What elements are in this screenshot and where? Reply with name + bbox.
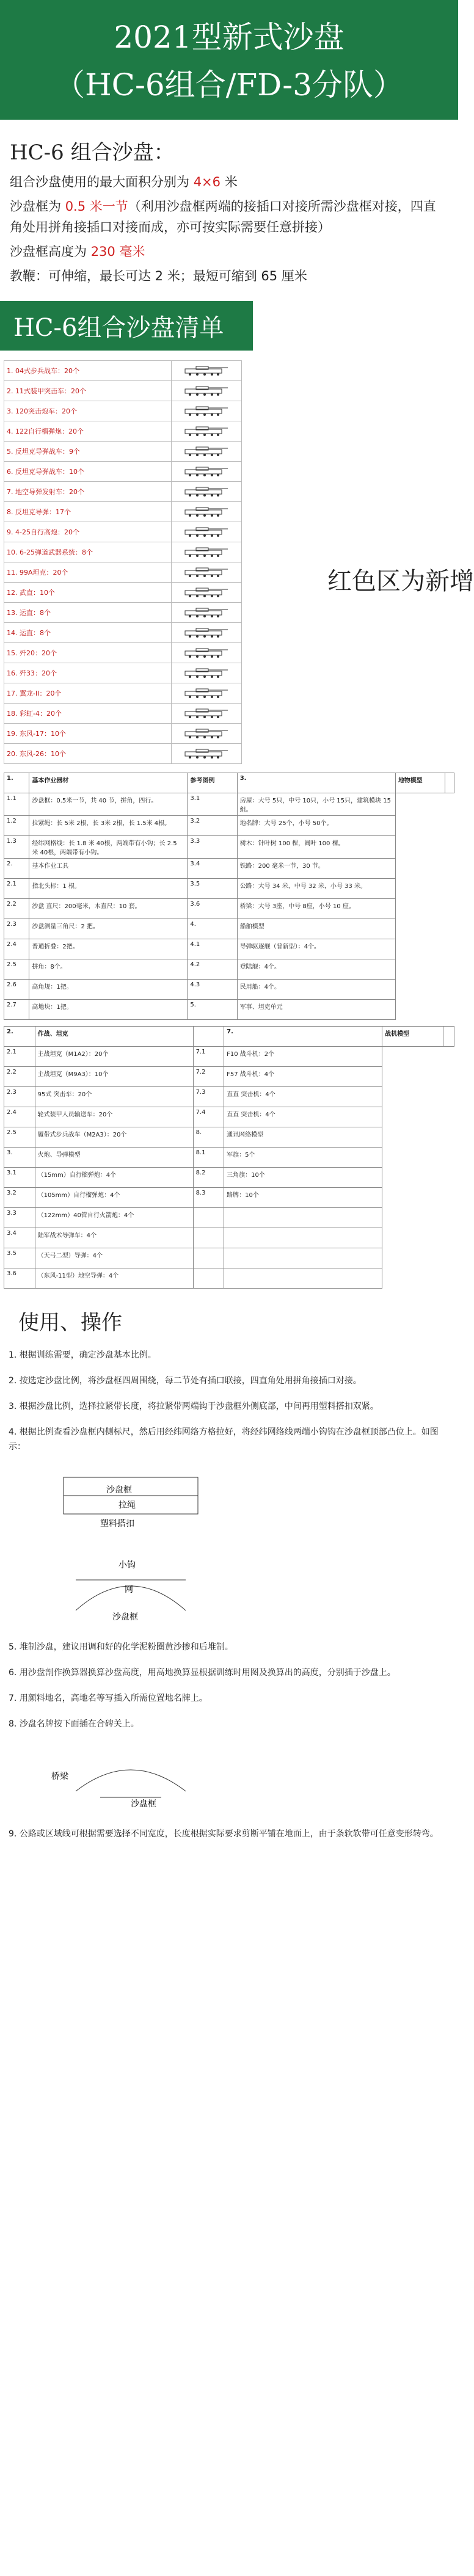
- materials-row: [4, 816, 454, 836]
- materials-cell: 基本作业工具: [29, 859, 188, 879]
- materials-cell: 登陆舰：4个。: [237, 959, 395, 980]
- svg-text:沙盘框: 沙盘框: [131, 1799, 156, 1809]
- materials-cell: 三角旗：10个: [224, 1168, 382, 1188]
- intro-heading: HC-6 组合沙盘：: [10, 140, 175, 165]
- kit-row: [4, 361, 242, 381]
- materials-cell: 3.6: [4, 1268, 35, 1289]
- materials-cell: 沙盘 直尺：200毫米，木直尺：10 套。: [29, 899, 188, 919]
- materials-cell: 8.1: [193, 1148, 224, 1168]
- materials-cell: 3.1: [4, 1168, 35, 1188]
- vehicle-icon: [179, 567, 234, 578]
- materials-cell: 3.4: [188, 859, 237, 879]
- usage-step: 4. 根据比例查看沙盘框内侧标尺，然后用经纬网络方格拉好，将经纬网络线两端小钩钩在沙盘框顶部凸位上。如图示：: [9, 1427, 439, 1452]
- kit-item-image: [172, 683, 242, 704]
- kit-item-label: 4. 122自行榴弹炮：20个: [4, 421, 172, 442]
- kit-row: [4, 704, 242, 724]
- materials-row: [4, 1228, 454, 1248]
- usage-step: 5. 堆制沙盘，建议用调和好的化学泥粉圈黄沙掺和后堆制。: [9, 1642, 233, 1652]
- usage-step: 6. 用沙盘剖作换算器换算沙盘高度，用高地换算显根据训练时用图及换算出的高度，分别插于沙盘上。: [9, 1668, 396, 1678]
- materials-cell: 主战坦克（M9A3）：10个: [35, 1067, 193, 1087]
- vehicle-icon: [179, 607, 234, 618]
- materials-cell: 7.2: [193, 1067, 224, 1087]
- kit-item-label: 5. 反坦克导弹战车：9个: [4, 442, 172, 462]
- materials-row: [4, 1027, 454, 1047]
- materials-cell: [193, 1027, 224, 1047]
- vehicle-icon: [179, 708, 234, 719]
- kit-item-label: 6. 反坦克导弹战车：10个: [4, 462, 172, 482]
- materials-cell: 2.4: [4, 1107, 35, 1127]
- materials-row: [4, 1248, 454, 1268]
- materials-cell: 高角规：1把。: [29, 980, 188, 1000]
- materials-cell: （105mm）自行榴弹炮：4个: [35, 1188, 193, 1208]
- kit-item-image: [172, 542, 242, 562]
- kit-item-image: [172, 462, 242, 482]
- materials-cell: 4.: [188, 919, 237, 939]
- intro-p2: [10, 196, 448, 238]
- kit-item-label: 15. 歼20：20个: [4, 643, 172, 663]
- kit-row: [4, 643, 242, 663]
- kit-row: [4, 603, 242, 623]
- kit-item-label: 8. 反坦克导弹：17个: [4, 502, 172, 522]
- materials-cell: 3.2: [4, 1188, 35, 1208]
- materials-cell: 指北头标：1 根。: [29, 879, 188, 899]
- title-banner: [0, 0, 458, 120]
- materials-cell: 3.2: [188, 816, 237, 836]
- materials-row: [4, 1087, 454, 1107]
- materials-cell: 沙盘框：0.5米一节，共 40 节，拼角，四行。: [29, 793, 188, 816]
- kit-item-image: [172, 562, 242, 583]
- kit-item-image: [172, 623, 242, 643]
- materials-cell: （天弓二型）导弹：4个: [35, 1248, 193, 1268]
- materials-cell: 军事、坦克单元: [237, 1000, 395, 1020]
- materials-cell: 战机模型: [382, 1027, 443, 1047]
- kit-item-label: 14. 运直：8个: [4, 623, 172, 643]
- materials-cell: 普通折叠：2把。: [29, 939, 188, 959]
- materials-row: [4, 859, 454, 879]
- usage-step: 2. 按选定沙盘比例，将沙盘框四周围绕，每二节处有插口联接，四直角处用拼角接插口对接。: [9, 1376, 362, 1386]
- materials-cell: 轮式装甲人员输送车：20个: [35, 1107, 193, 1127]
- usage-step: 7. 用颜料地名，高地名等写插入所需位置地名牌上。: [9, 1694, 208, 1703]
- materials-cell: 3.: [4, 1148, 35, 1168]
- materials-cell: 1.1: [4, 793, 29, 816]
- vehicle-icon: [179, 728, 234, 739]
- materials-row: [4, 836, 454, 859]
- kit-item-image: [172, 643, 242, 663]
- materials-cell: 公路：大号 34 米，中号 32 米，小号 33 米。: [237, 879, 395, 899]
- materials-cell: 95式 突击车：20个: [35, 1087, 193, 1107]
- materials-cell: 路牌：10个: [224, 1188, 382, 1208]
- materials-row: [4, 939, 454, 959]
- materials-cell: 2.3: [4, 919, 29, 939]
- svg-text:小钩: 小钩: [119, 1560, 136, 1570]
- materials-cell: 2.: [4, 859, 29, 879]
- kit-item-label: 18. 彩虹-4：20个: [4, 704, 172, 724]
- usage-step: 3. 根据沙盘比例，选择拉紧带长度，将拉紧带两端钩于沙盘框外侧底部，中间再用塑料搭扣双紧。: [9, 1402, 379, 1411]
- kit-row: [4, 583, 242, 603]
- kit-table: [4, 360, 242, 764]
- materials-cell: 2.5: [4, 959, 29, 980]
- materials-row: [4, 1107, 454, 1127]
- materials-cell: 军旗：5个: [224, 1148, 382, 1168]
- sandtable-frame-diagram: [39, 1465, 222, 1532]
- materials-cell: 2.: [4, 1027, 35, 1047]
- materials-cell: 地物模型: [395, 773, 445, 793]
- materials-row: [4, 1268, 454, 1289]
- materials-cell: 2.1: [4, 879, 29, 899]
- materials-cell: 4.3: [188, 980, 237, 1000]
- kit-item-image: [172, 522, 242, 542]
- materials-cell: [193, 1268, 224, 1289]
- kit-row: [4, 744, 242, 764]
- kit-row: [4, 502, 242, 522]
- kit-item-label: 12. 武直：10个: [4, 583, 172, 603]
- materials-cell: 3.1: [188, 793, 237, 816]
- usage-steps: [0, 1348, 458, 1841]
- kit-item-image: [172, 603, 242, 623]
- materials-cell: 履带式步兵战车（M2A3）：20个: [35, 1127, 193, 1148]
- materials-cell: 8.3: [193, 1188, 224, 1208]
- intro-p1-red: 4×6: [193, 175, 221, 189]
- materials-cell: [224, 1208, 382, 1228]
- materials-cell: 3.4: [4, 1228, 35, 1248]
- materials-cell: 高地块：1把。: [29, 1000, 188, 1020]
- kit-item-label: 1. 04式步兵战车：20个: [4, 361, 172, 381]
- kit-item-image: [172, 421, 242, 442]
- svg-text:网: 网: [125, 1585, 133, 1595]
- materials-cell: （122mm）40管自行火箭炮：4个: [35, 1208, 193, 1228]
- materials-cell: 沙盘测量三角尺：2 把。: [29, 919, 188, 939]
- materials-cell: 树木：针叶树 100 棵，阔叶 100 棵。: [237, 836, 395, 859]
- materials-row: [4, 1000, 454, 1020]
- materials-row: [4, 1148, 454, 1168]
- kit-item-label: 16. 歼33：20个: [4, 663, 172, 683]
- intro-p2-text: 沙盘框为: [10, 199, 65, 214]
- vehicle-icon: [179, 365, 234, 376]
- materials-row: [4, 773, 454, 793]
- materials-cell: 2.2: [4, 899, 29, 919]
- materials-cell: 7.1: [193, 1047, 224, 1067]
- vehicle-icon: [179, 385, 234, 396]
- kit-item-label: 9. 4-25自行高炮：20个: [4, 522, 172, 542]
- kit-row: [4, 462, 242, 482]
- materials-cell: 参考图例: [188, 773, 237, 793]
- materials-cell: [224, 1248, 382, 1268]
- vehicle-icon: [179, 547, 234, 558]
- materials-cell: 陆军战术导弹车：4个: [35, 1228, 193, 1248]
- vehicle-icon: [179, 466, 234, 477]
- materials-cell: [443, 1027, 454, 1047]
- kit-row: [4, 442, 242, 462]
- vehicle-icon: [179, 406, 234, 417]
- figure-frame-rope: [39, 1465, 442, 1537]
- kit-item-label: 3. 120突击炮车：20个: [4, 401, 172, 421]
- materials-cell: 8.2: [193, 1168, 224, 1188]
- materials-cell: 作战、坦克: [35, 1027, 193, 1047]
- materials-cell: [224, 1268, 382, 1289]
- kit-row: [4, 562, 242, 583]
- kit-item-label: 20. 东风-26：10个: [4, 744, 172, 764]
- svg-text:塑料搭扣: 塑料搭扣: [100, 1519, 134, 1529]
- materials-cell: 1.: [4, 773, 29, 793]
- materials-cell: 2.1: [4, 1047, 35, 1067]
- materials-cell: 船舶模型: [237, 919, 395, 939]
- kit-item-label: 13. 运直：8个: [4, 603, 172, 623]
- materials-cell: 直直 突击机：4个: [224, 1087, 382, 1107]
- kit-item-image: [172, 381, 242, 401]
- kit-row: [4, 522, 242, 542]
- materials-cell: 2.6: [4, 980, 29, 1000]
- kit-row: [4, 421, 242, 442]
- materials-table-1: [4, 773, 454, 1020]
- vehicle-icon: [179, 748, 234, 759]
- kit-item-image: [172, 401, 242, 421]
- bridge-diagram: [39, 1742, 222, 1810]
- materials-cell: 基本作业器材: [29, 773, 188, 793]
- materials-cell: 3.5: [4, 1248, 35, 1268]
- intro-section: [0, 120, 458, 286]
- materials-cell: 7.3: [193, 1087, 224, 1107]
- materials-tables: [0, 773, 458, 1289]
- materials-cell: 火炮、导弹模型: [35, 1148, 193, 1168]
- materials-cell: 民用船：4个。: [237, 980, 395, 1000]
- kit-row: [4, 381, 242, 401]
- materials-cell: 拉紧绳：长 5米 2根，长 3米 2根，长 1.5米 4根。: [29, 816, 188, 836]
- materials-cell: 4.1: [188, 939, 237, 959]
- kit-item-label: 11. 99A坦克：20个: [4, 562, 172, 583]
- materials-cell: 拼角：8个。: [29, 959, 188, 980]
- materials-cell: 经纬网格线：长 1.8 米 40根，两端带有小钩；长 2.5 米 40根，两端带有小钩。: [29, 836, 188, 859]
- usage-title: 使用、操作: [18, 1311, 122, 1335]
- materials-cell: 地名牌：大号 25个，小号 50个。: [237, 816, 395, 836]
- materials-cell: 主战坦克（M1A2）：20个: [35, 1047, 193, 1067]
- materials-row: [4, 1188, 454, 1208]
- materials-cell: 铁路：200 毫米一节，30 节。: [237, 859, 395, 879]
- grid-diagram: [39, 1549, 222, 1623]
- materials-cell: 3.3: [188, 836, 237, 859]
- kit-list: [4, 360, 474, 764]
- materials-cell: （15mm）自行榴弹炮：4个: [35, 1168, 193, 1188]
- materials-cell: 1.3: [4, 836, 29, 859]
- materials-row: [4, 1047, 454, 1067]
- intro-p3: [10, 241, 448, 262]
- svg-text:沙盘框: 沙盘框: [112, 1612, 138, 1622]
- kit-row: [4, 482, 242, 502]
- materials-cell: 2.3: [4, 1087, 35, 1107]
- kit-row: [4, 724, 242, 744]
- kit-row: [4, 401, 242, 421]
- materials-row: [4, 1168, 454, 1188]
- intro-p1: [10, 172, 448, 192]
- materials-cell: [224, 1228, 382, 1248]
- vehicle-icon: [179, 506, 234, 517]
- materials-row: [4, 1067, 454, 1087]
- kit-row: [4, 542, 242, 562]
- materials-cell: 2.2: [4, 1067, 35, 1087]
- materials-cell: 7.: [224, 1027, 382, 1047]
- materials-cell: 2.4: [4, 939, 29, 959]
- kit-item-image: [172, 502, 242, 522]
- usage-step: 1. 根据训练需要，确定沙盘基本比例。: [9, 1350, 156, 1360]
- intro-p2-post: （利用沙盘框两端的接插口对接所需沙盘框对接，四直角处用拼角接插口对接而成，亦可按实际需要任意拼接）: [10, 199, 436, 235]
- vehicle-icon: [179, 526, 234, 537]
- svg-text:桥梁: 桥梁: [51, 1772, 68, 1781]
- intro-p3-text: 沙盘框高度为: [10, 244, 91, 259]
- new-items-label: 红色区为新增: [327, 567, 474, 595]
- intro-p3-red: 230 毫米: [90, 244, 145, 259]
- title-line-2: （HC-6组合/FD-3分队）: [54, 67, 404, 103]
- kit-row: [4, 623, 242, 643]
- vehicle-icon: [179, 627, 234, 638]
- intro-p2-red: 0.5 米一节: [65, 199, 128, 214]
- materials-cell: 5.: [188, 1000, 237, 1020]
- vehicle-icon: [179, 486, 234, 497]
- materials-cell: 4.2: [188, 959, 237, 980]
- kit-item-label: 7. 地空导弹发射车：20个: [4, 482, 172, 502]
- kit-item-image: [172, 704, 242, 724]
- kit-row: [4, 683, 242, 704]
- usage-step: 9. 公路或区域线可根据需要选择不同宽度，长度根据实际要求剪断平铺在地面上，由于条软软带可任意变形转弯。: [9, 1829, 439, 1839]
- intro-p1-post: 米: [221, 175, 238, 189]
- vehicle-icon: [179, 446, 234, 457]
- materials-cell: 2.5: [4, 1127, 35, 1148]
- materials-cell: 桥梁：大号 3座，中号 8座，小号 10 座。: [237, 899, 395, 919]
- materials-cell: 7.4: [193, 1107, 224, 1127]
- intro-p1-text: 组合沙盘使用的最大面积分别为: [10, 175, 194, 189]
- materials-row: [4, 879, 454, 899]
- vehicle-icon: [179, 647, 234, 658]
- kit-item-image: [172, 724, 242, 744]
- kit-item-label: 17. 翼龙-II：20个: [4, 683, 172, 704]
- vehicle-icon: [179, 668, 234, 679]
- kit-item-image: [172, 361, 242, 381]
- materials-cell: 导弹驱逐舰（普新型）：4个。: [237, 939, 395, 959]
- materials-row: [4, 959, 454, 980]
- materials-row: [4, 1127, 454, 1148]
- kit-list-title: HC-6组合沙盘清单: [0, 301, 253, 351]
- materials-cell: 3.6: [188, 899, 237, 919]
- materials-cell: 3.: [237, 773, 395, 793]
- materials-cell: 直直 突击机：4个: [224, 1107, 382, 1127]
- materials-cell: 3.3: [4, 1208, 35, 1228]
- materials-cell: 房屋：大号 5只，中号 10只，小号 15只，建筑模块 15组。: [237, 793, 395, 816]
- kit-item-label: 19. 东风-17：10个: [4, 724, 172, 744]
- materials-row: [4, 1208, 454, 1228]
- vehicle-icon: [179, 426, 234, 437]
- figure-grid: [39, 1549, 442, 1628]
- materials-cell: [193, 1208, 224, 1228]
- title-line-1: 2021型新式沙盘: [114, 20, 345, 55]
- kit-item-image: [172, 663, 242, 683]
- kit-item-label: 10. 6-25弹道武器系统：8个: [4, 542, 172, 562]
- materials-row: [4, 919, 454, 939]
- materials-cell: 3.5: [188, 879, 237, 899]
- kit-item-image: [172, 583, 242, 603]
- materials-cell: 1.2: [4, 816, 29, 836]
- materials-cell: （东风-11型）地空导弹：4个: [35, 1268, 193, 1289]
- figure-bridge: [39, 1742, 442, 1814]
- intro-p4: 教鞭：可伸缩，最长可达 2 米；最短可缩到 65 厘米: [10, 269, 307, 283]
- kit-item-label: 2. 11式装甲突击车：20个: [4, 381, 172, 401]
- kit-item-image: [172, 482, 242, 502]
- kit-item-image: [172, 744, 242, 764]
- materials-row: [4, 793, 454, 816]
- materials-row: [4, 980, 454, 1000]
- materials-cell: F10 战斗机：2个: [224, 1047, 382, 1067]
- usage-step: 8. 沙盘名牌按下面插在合碑关上。: [9, 1719, 139, 1729]
- materials-cell: 2.7: [4, 1000, 29, 1020]
- materials-cell: 8.: [193, 1127, 224, 1148]
- materials-cell: F57 战斗机：4个: [224, 1067, 382, 1087]
- svg-text:拉绳: 拉绳: [119, 1501, 136, 1510]
- materials-cell: [193, 1248, 224, 1268]
- materials-cell: [193, 1228, 224, 1248]
- kit-item-image: [172, 442, 242, 462]
- materials-row: [4, 899, 454, 919]
- materials-cell: [445, 773, 454, 793]
- materials-cell: 通讯网络模型: [224, 1127, 382, 1148]
- svg-text:沙盘框: 沙盘框: [106, 1485, 132, 1495]
- kit-row: [4, 663, 242, 683]
- vehicle-icon: [179, 587, 234, 598]
- vehicle-icon: [179, 688, 234, 699]
- materials-table-2: [4, 1026, 454, 1289]
